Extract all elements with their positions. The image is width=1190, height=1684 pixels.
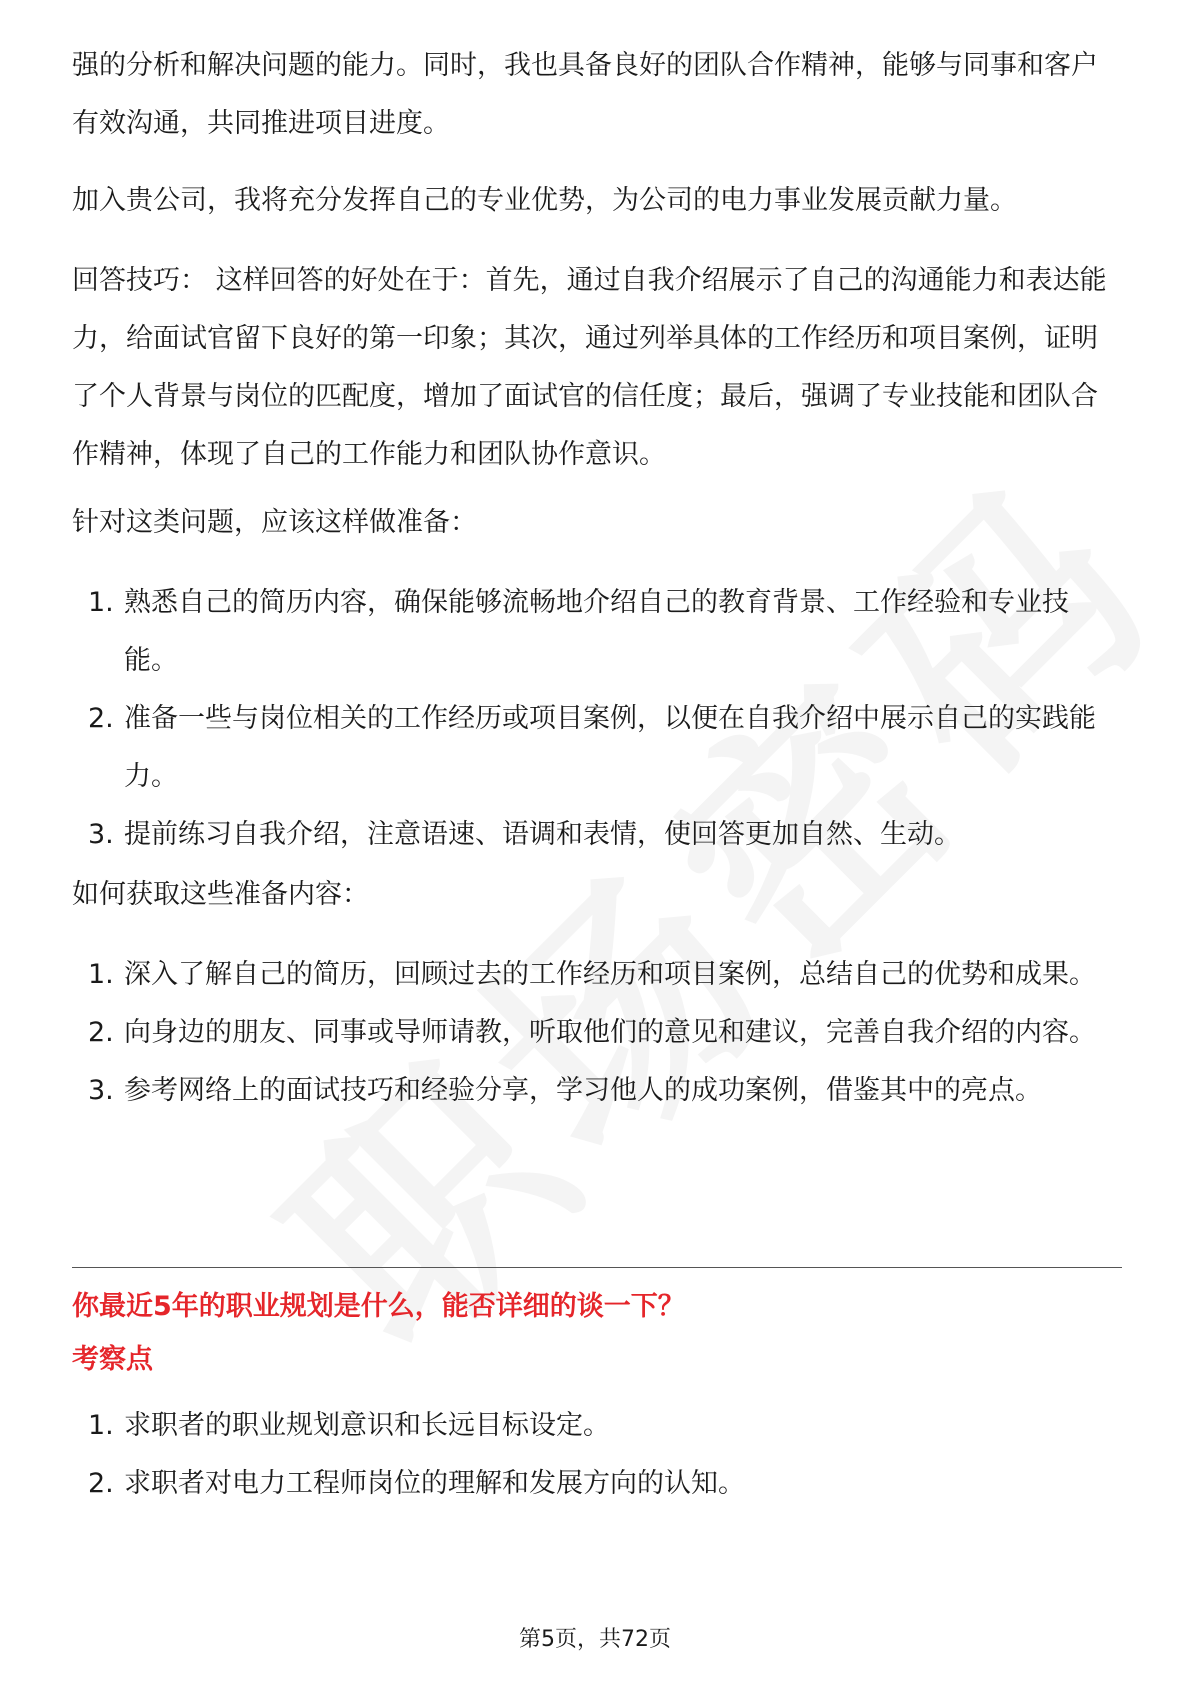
paragraph-prep-heading: 针对这类问题，应该这样做准备： xyxy=(72,507,477,538)
list-item xyxy=(72,1397,1122,1455)
prep-list xyxy=(72,574,1122,864)
list-item-number: 3. xyxy=(88,1075,114,1106)
list-item xyxy=(72,1004,1122,1062)
check-points-list xyxy=(72,1397,1122,1513)
list-item-text: 深入了解自己的简历，回顾过去的工作经历和项目案例，总结自己的优势和成果。 xyxy=(124,959,1096,990)
list-item-number: 3. xyxy=(88,819,114,850)
list-item xyxy=(72,690,1122,806)
list-item xyxy=(72,1062,1122,1120)
list-item-text: 熟悉自己的简历内容，确保能够流畅地介绍自己的教育背景、工作经验和专业技能。 xyxy=(124,587,1069,676)
list-item-text: 参考网络上的面试技巧和经验分享，学习他人的成功案例，借鉴其中的亮点。 xyxy=(124,1075,1042,1106)
paragraph-join-company: 加入贵公司，我将充分发挥自己的专业优势，为公司的电力事业发展贡献力量。 xyxy=(72,185,1017,216)
source-list xyxy=(72,946,1122,1120)
paragraph-source-heading: 如何获取这些准备内容： xyxy=(72,879,369,910)
list-item xyxy=(72,946,1122,1004)
list-item-text: 求职者的职业规划意识和长远目标设定。 xyxy=(124,1410,610,1441)
question-title: 你最近5年的职业规划是什么，能否详细的谈一下？ xyxy=(72,1291,685,1322)
question-subtitle: 考察点 xyxy=(72,1344,153,1375)
list-item-number: 1. xyxy=(88,587,114,618)
paragraph-answer-tips: 回答技巧： 这样回答的好处在于：首先，通过自我介绍展示了自己的沟通能力和表达能力，给面试官留下良好的第一印象；其次，通过列举具体的工作经历和项目案例，证明了个人背景与岗位的匹配度，增加了面试官的信任度；最后，强调了专业技能和团队合作精神，体现了自己的工作能力和团队协作意识。 xyxy=(72,265,1107,470)
document-page xyxy=(72,0,1122,1684)
paragraph-intro-continuation: 强的分析和解决问题的能力。同时，我也具备良好的团队合作精神，能够与同事和客户有效沟通，共同推进项目进度。 xyxy=(72,50,1098,139)
list-item-number: 1. xyxy=(88,1410,114,1441)
list-item-text: 求职者对电力工程师岗位的理解和发展方向的认知。 xyxy=(124,1468,745,1499)
list-item-text: 提前练习自我介绍，注意语速、语调和表情，使回答更加自然、生动。 xyxy=(124,819,961,850)
list-item-number: 2. xyxy=(88,1468,114,1499)
page-footer: 第5页，共72页 xyxy=(519,1627,671,1652)
list-item xyxy=(72,574,1122,690)
list-item-number: 1. xyxy=(88,959,114,990)
section-divider xyxy=(72,1267,1122,1268)
list-item-text: 准备一些与岗位相关的工作经历或项目案例，以便在自我介绍中展示自己的实践能力。 xyxy=(124,703,1096,792)
list-item xyxy=(72,806,1122,864)
list-item-number: 2. xyxy=(88,1017,114,1048)
list-item-text: 向身边的朋友、同事或导师请教，听取他们的意见和建议，完善自我介绍的内容。 xyxy=(124,1017,1096,1048)
list-item-number: 2. xyxy=(88,703,114,734)
list-item xyxy=(72,1455,1122,1513)
